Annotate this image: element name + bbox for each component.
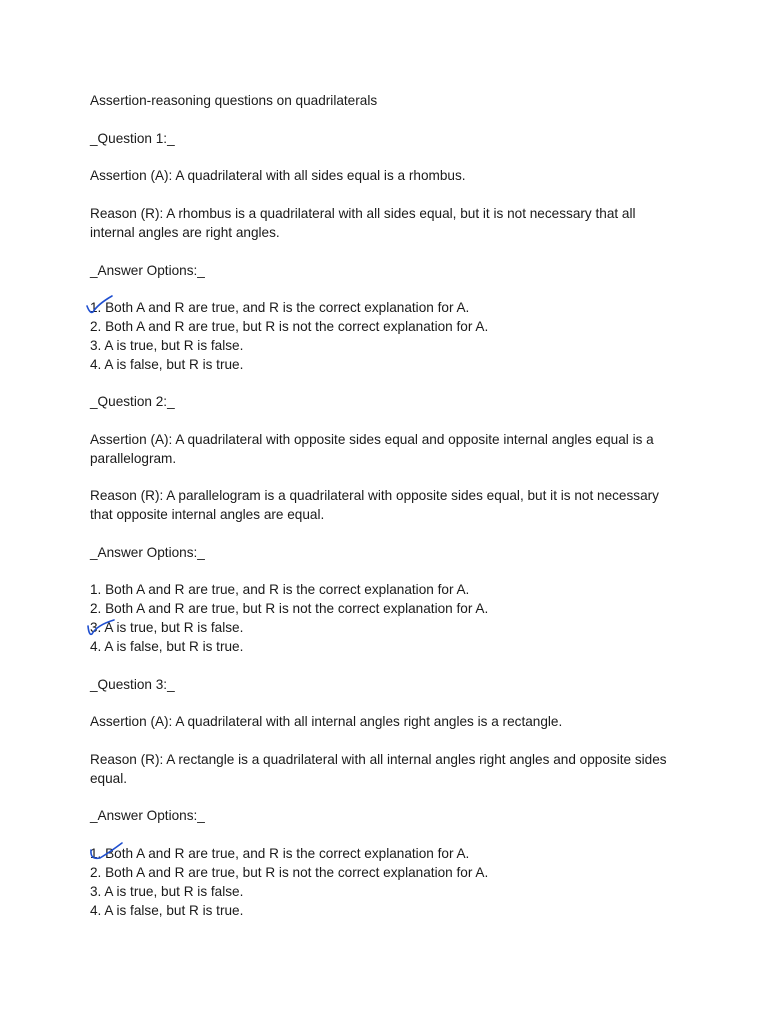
- question-1-reason: [90, 204, 690, 242]
- question-1-assertion: Assertion (A): A quadrilateral with all sides equal is a rhombus.: [90, 168, 466, 183]
- question-1-option-1: 1. Both A and R are true, and R is the correct explanation for A.: [90, 300, 470, 315]
- question-2-option-4: 4. A is false, but R is true.: [90, 639, 244, 654]
- question-3-reason-line-1: Reason (R): A rectangle is a quadrilateral with all internal angles right angles and opposite sides: [90, 752, 667, 767]
- question-2-reason-line-1: Reason (R): A parallelogram is a quadrilateral with opposite sides equal, but it is not necessary: [90, 488, 659, 503]
- question-2-assertion-line-2: parallelogram.: [90, 451, 177, 466]
- question-2-reason: [90, 486, 690, 524]
- question-2-option-3: 3. A is true, but R is false.: [90, 620, 244, 635]
- question-2-options-heading: _Answer Options:_: [90, 545, 205, 560]
- question-2-assertion: [90, 430, 690, 468]
- question-1-options-heading: _Answer Options:_: [90, 263, 205, 278]
- question-3-options-heading: _Answer Options:_: [90, 808, 205, 823]
- question-2-option-1: 1. Both A and R are true, and R is the correct explanation for A.: [90, 582, 470, 597]
- question-2-reason-line-2: that opposite internal angles are equal.: [90, 507, 325, 522]
- question-1-reason-line-1: Reason (R): A rhombus is a quadrilateral with all sides equal, but it is not necessary that all: [90, 206, 636, 221]
- question-3-reason: [90, 750, 690, 788]
- question-1-reason-line-2: internal angles are right angles.: [90, 225, 280, 240]
- question-3-heading: _Question 3:_: [90, 677, 175, 692]
- question-1-option-3: 3. A is true, but R is false.: [90, 338, 244, 353]
- question-3-option-2: 2. Both A and R are true, but R is not the correct explanation for A.: [90, 865, 489, 880]
- question-3-option-1: 1. Both A and R are true, and R is the correct explanation for A.: [90, 846, 470, 861]
- question-1-option-2: 2. Both A and R are true, but R is not the correct explanation for A.: [90, 319, 489, 334]
- document-title: Assertion-reasoning questions on quadrilaterals: [90, 93, 378, 108]
- question-3-assertion: Assertion (A): A quadrilateral with all internal angles right angles is a rectangle.: [90, 714, 563, 729]
- question-1-heading: _Question 1:_: [90, 131, 175, 146]
- question-3-option-3: 3. A is true, but R is false.: [90, 884, 244, 899]
- question-2-option-2: 2. Both A and R are true, but R is not the correct explanation for A.: [90, 601, 489, 616]
- question-2-heading: _Question 2:_: [90, 394, 175, 409]
- question-1-option-4: 4. A is false, but R is true.: [90, 357, 244, 372]
- question-3-option-4: 4. A is false, but R is true.: [90, 903, 244, 918]
- question-3-reason-line-2: equal.: [90, 771, 128, 786]
- question-2-assertion-line-1: Assertion (A): A quadrilateral with opposite sides equal and opposite internal angles equal is a: [90, 432, 654, 447]
